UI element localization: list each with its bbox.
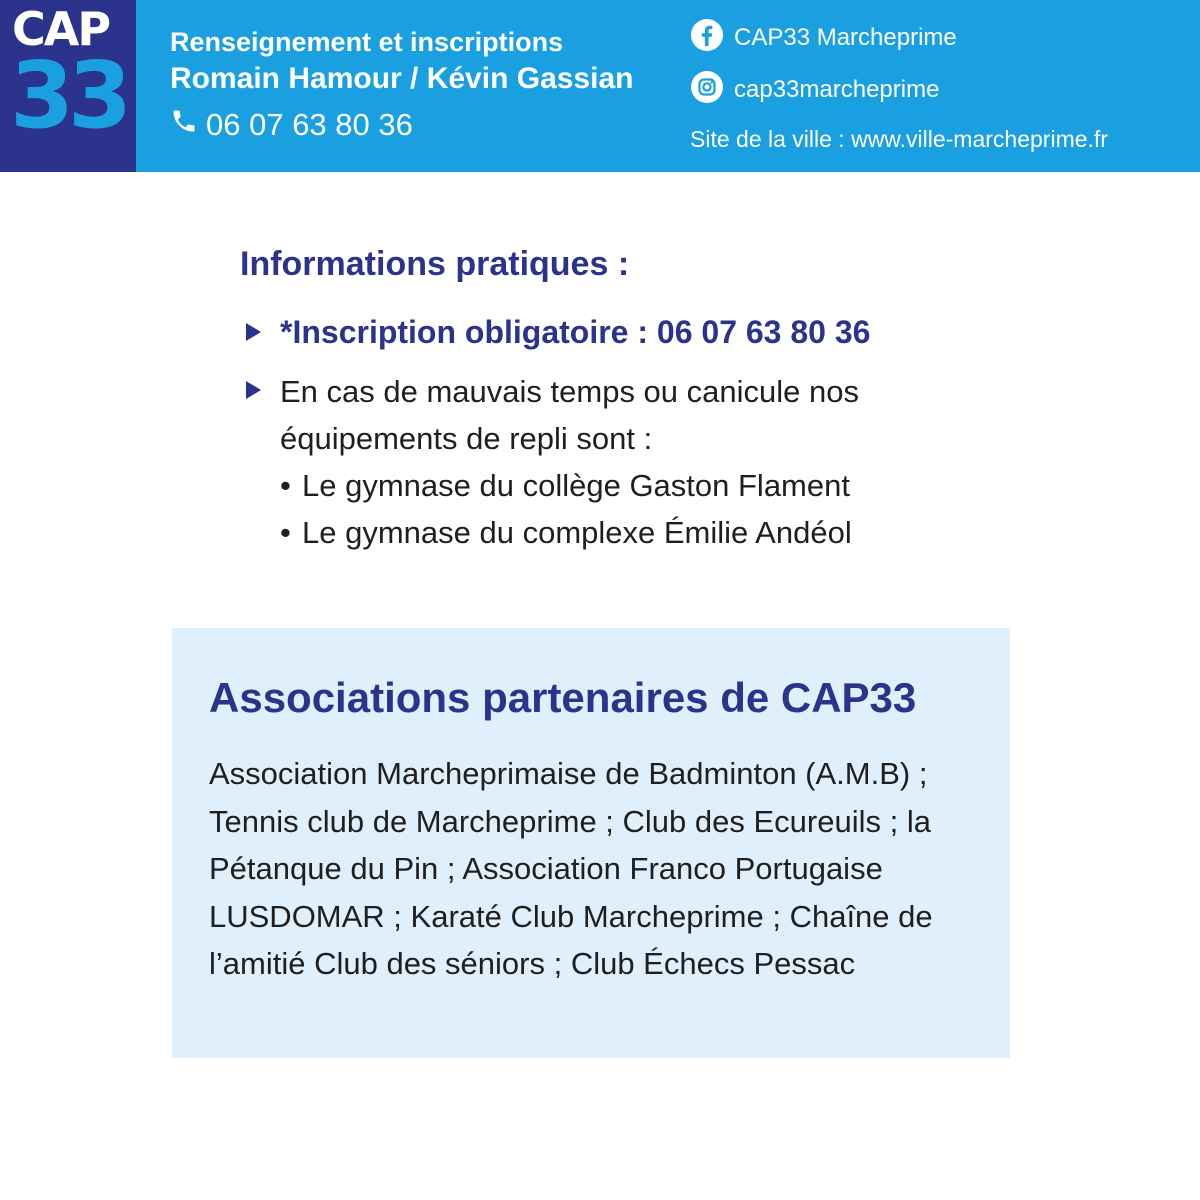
- partner-associations-box: [172, 628, 1010, 1058]
- instagram-icon: [690, 70, 724, 111]
- registration-text: *Inscription obligatoire : 06 07 63 80 36: [280, 314, 871, 350]
- header-banner: [0, 0, 1200, 172]
- facebook-label: CAP33 Marcheprime: [734, 24, 957, 51]
- instagram-label: cap33marcheprime: [734, 76, 940, 103]
- registration-bullet: [240, 310, 980, 354]
- instagram-link[interactable]: [690, 70, 1108, 110]
- contact-names: Romain Hamour / Kévin Gassian: [170, 62, 634, 95]
- triangle-bullet-icon: [246, 323, 261, 341]
- phone-number: 06 07 63 80 36: [206, 107, 413, 142]
- bad-weather-bullet: [240, 368, 980, 556]
- contact-title: Renseignement et inscriptions: [170, 27, 564, 57]
- facebook-icon: [690, 18, 724, 59]
- phone-icon: [170, 102, 198, 148]
- cap33-logo: [0, 0, 136, 172]
- fallback-venue-label: Le gymnase du collège Gaston Flament: [302, 468, 850, 503]
- practical-info-section: [240, 240, 980, 556]
- logo-text-cap: CAP: [12, 2, 110, 56]
- fallback-venue-item: [280, 509, 980, 556]
- fallback-venue-item: [280, 462, 980, 509]
- dot-bullet-icon: •: [280, 468, 291, 503]
- partner-associations-heading: Associations partenaires de CAP33: [209, 674, 917, 721]
- facebook-link[interactable]: [690, 18, 1108, 58]
- contact-block: [170, 26, 633, 148]
- social-block: [690, 18, 1108, 153]
- logo-text-33: 33: [10, 42, 127, 149]
- bad-weather-text: En cas de mauvais temps ou canicule nos équipements de repli sont :: [280, 374, 859, 456]
- partner-associations-list: Association Marcheprimaise de Badminton (A.M.B) ; Tennis club de Marcheprime ; Club des Ecureuils ; la Pétanque du Pin ; Association Franco Portugaise LUSDOMAR ; Karaté Club Marcheprime ; Chaîne de l’amitié Club des séniors ; Club Échecs Pessac: [209, 756, 933, 981]
- dot-bullet-icon: •: [280, 515, 291, 550]
- triangle-bullet-icon: [246, 381, 261, 399]
- contact-phone[interactable]: [170, 102, 633, 148]
- city-website[interactable]: Site de la ville : www.ville-marcheprime.fr: [690, 126, 1108, 152]
- practical-info-heading: Informations pratiques :: [240, 245, 630, 283]
- fallback-venue-label: Le gymnase du complexe Émilie Andéol: [302, 515, 852, 550]
